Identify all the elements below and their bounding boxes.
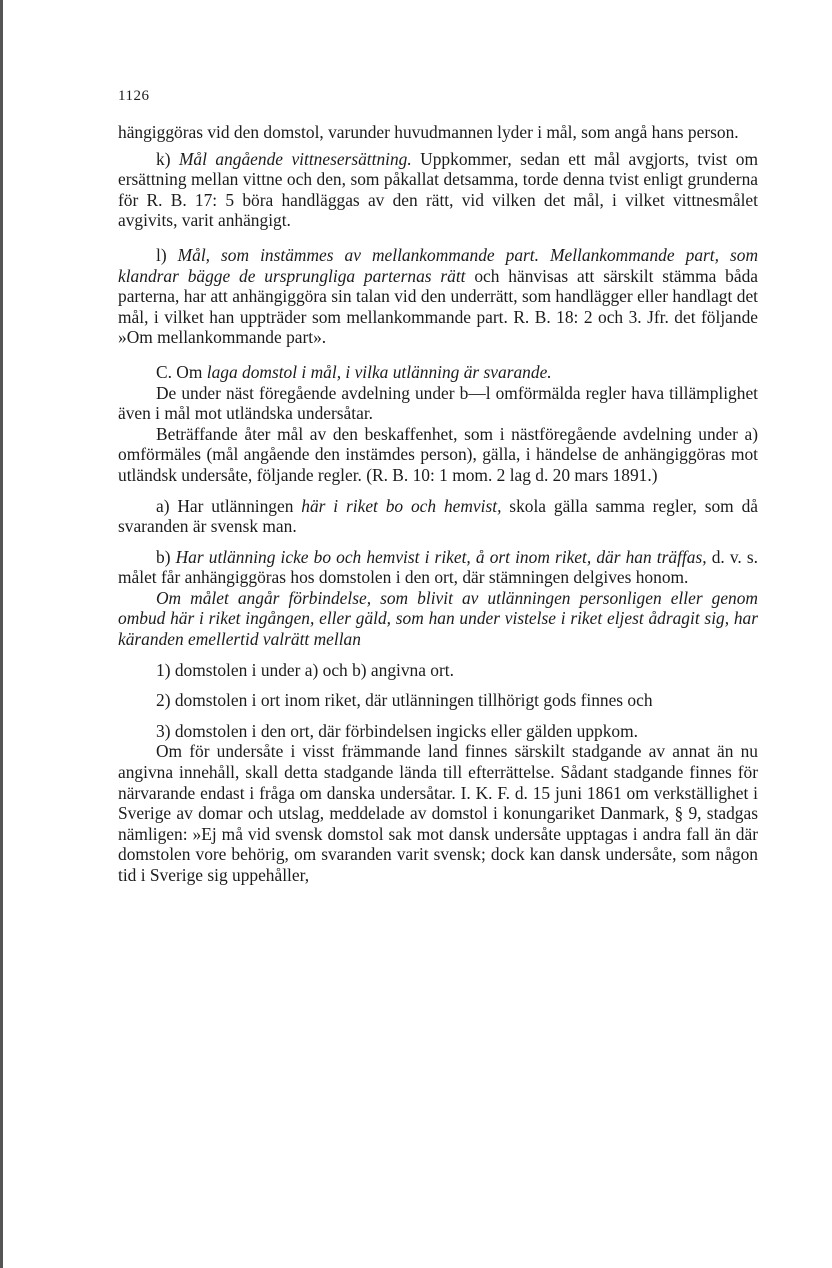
paragraph-k-title: Mål angående vittnesersättning.: [178, 148, 412, 169]
paragraph-a-lead: a) Har utlänningen: [156, 495, 302, 516]
paragraph-a-text: skola gälla samma regler, som då svaranden är svensk man.: [118, 495, 758, 537]
list-item-1: 1) domstolen i under a) och b) angivna ort.: [156, 659, 454, 680]
paragraph-b-title: Har utlänning icke bo och hemvist i riket, å ort inom riket, där han träffas,: [175, 546, 707, 567]
list-item-3: 3) domstolen i den ort, där förbindelsen ingicks eller gälden uppkom.: [156, 720, 638, 741]
paragraph-l-text: och hänvisas att särskilt stämma båda parterna, har att anhängiggöra sin talan vid den underrätt, som handlägger eller handlagt det mål, i vilket han uppträder som mellankommande part. R. B. 18: 2 och 3. Jfr. det följande »Om mellankommande part».: [118, 265, 759, 348]
paragraph-italic-rule: [118, 588, 758, 650]
page-edge-line: [0, 0, 3, 1268]
paragraph-l-lead: l): [156, 244, 178, 265]
paragraph-continuation: hängiggöras vid den domstol, varunder huvudmannen lyder i mål, som angå hans person.: [118, 122, 739, 142]
paragraph-b: [118, 547, 758, 588]
paragraph-a: [118, 496, 758, 537]
paragraph-a-title: här i riket bo och hemvist,: [301, 495, 502, 516]
paragraph-regarding: Beträffande åter mål av den beskaffenhet, som i nästföregående avdelning under a) omförmäles (mål angående den instämdes person), gälla, i händelse de anhängiggöras mot utländsk undersåte, följande regler. (R. B. 10: 1 mom. 2 lag d. 20 mars 1891.): [118, 423, 758, 485]
section-c-title: laga domstol i mål, i vilka utlänning är svarande.: [206, 361, 552, 382]
paragraph-k-lead: k): [156, 148, 179, 169]
paragraph-rules: De under näst föregående avdelning under b—l omförmälda regler hava tillämplighet även i mål mot utländska undersåtar.: [118, 382, 758, 424]
page-number: 1126: [118, 88, 150, 104]
body-text: [118, 122, 758, 886]
paragraph-l: [118, 245, 758, 348]
paragraph-k-text: Uppkommer, sedan ett mål avgjorts, tvist om ersättning mellan vittne och den, som påkallat detsamma, torde denna tvist enligt grunderna för R. B. 17: 5 böra handläggas av den rätt, vid vilken det mål, i vilket vittnesmålet avgivits, varit anhängigt.: [118, 148, 759, 231]
section-c-lead: C. Om: [156, 361, 207, 382]
paragraph-b-text: d. v. s. målet får anhängiggöras hos domstolen i den ort, där stämningen delgives honom.: [118, 546, 758, 588]
list-item-2: 2) domstolen i ort inom riket, där utlänningen tillhörigt gods finnes och: [156, 690, 653, 711]
paragraph-k: [118, 149, 758, 231]
paragraph-italic-rule-text: Om målet angår förbindelse, som blivit av utlänningen personligen eller genom ombud här i riket ingången, eller gäld, som han under vistelse i riket eljest ådragit sig, har käranden emellertid valrätt mellan: [118, 587, 758, 650]
paragraph-foreign-subjects: Om för undersåte i visst främmande land finnes särskilt stadgande av annat än nu angivna innehåll, skall detta stadgande lända till efterrättelse. Sådant stadgande finnes för närvarande endast i fråga om danska undersåtar. I. K. F. d. 15 juni 1861 om verkställighet i Sverige av domar och utslag, meddelade av domstol i konungariket Danmark, § 9, stadgas nämligen: »Ej må vid svensk domstol sak mot dansk undersåte upptagas i andra fall än där domstolen vore behörig, om svaranden varit svensk; dock kan dansk undersåte, som någon tid i Sverige sig uppehåller,: [118, 741, 758, 885]
paragraph-l-title: Mål, som instämmes av mellankommande part. Mellankommande part, som klandrar bägge de ursprungliga parternas rätt: [118, 244, 758, 286]
paragraph-b-lead: b): [156, 546, 176, 567]
section-c-heading: [118, 362, 758, 383]
